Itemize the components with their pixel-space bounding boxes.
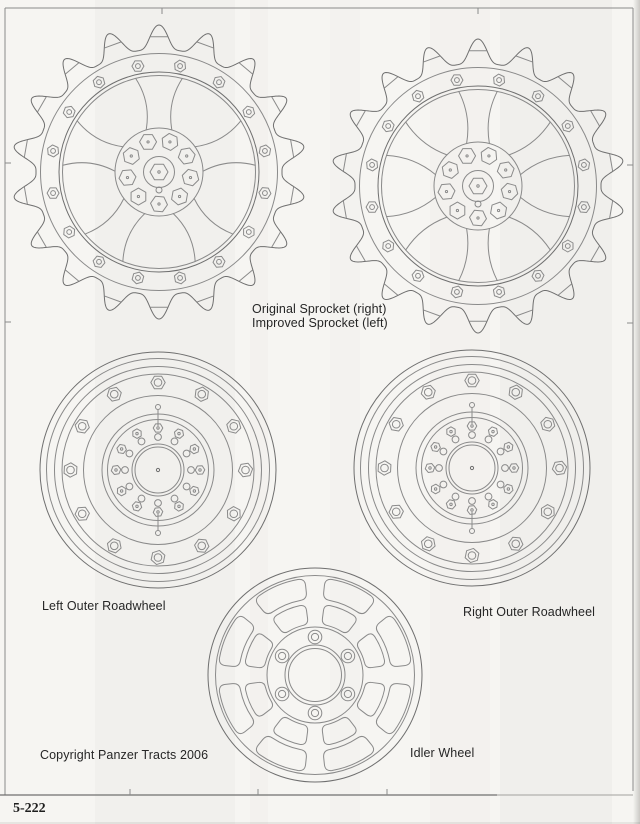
improved-sprocket-left bbox=[14, 25, 304, 319]
original-sprocket-right bbox=[333, 39, 623, 333]
sprocket-caption bbox=[252, 303, 388, 330]
page-number: 5-222 bbox=[13, 801, 46, 816]
idler-caption: Idler Wheel bbox=[410, 746, 475, 760]
sprocket-caption-line2: Improved Sprocket (left) bbox=[252, 315, 388, 330]
sprocket-caption-line1: Original Sprocket (right) bbox=[252, 302, 387, 316]
right-outer-roadwheel bbox=[354, 350, 590, 586]
page-frame bbox=[0, 8, 633, 795]
idler-wheel bbox=[208, 568, 422, 782]
copyright-notice: Copyright Panzer Tracts 2006 bbox=[40, 748, 209, 762]
right-roadwheel-caption: Right Outer Roadwheel bbox=[463, 605, 596, 619]
left-roadwheel-caption: Left Outer Roadwheel bbox=[42, 599, 166, 613]
left-outer-roadwheel bbox=[40, 352, 276, 588]
